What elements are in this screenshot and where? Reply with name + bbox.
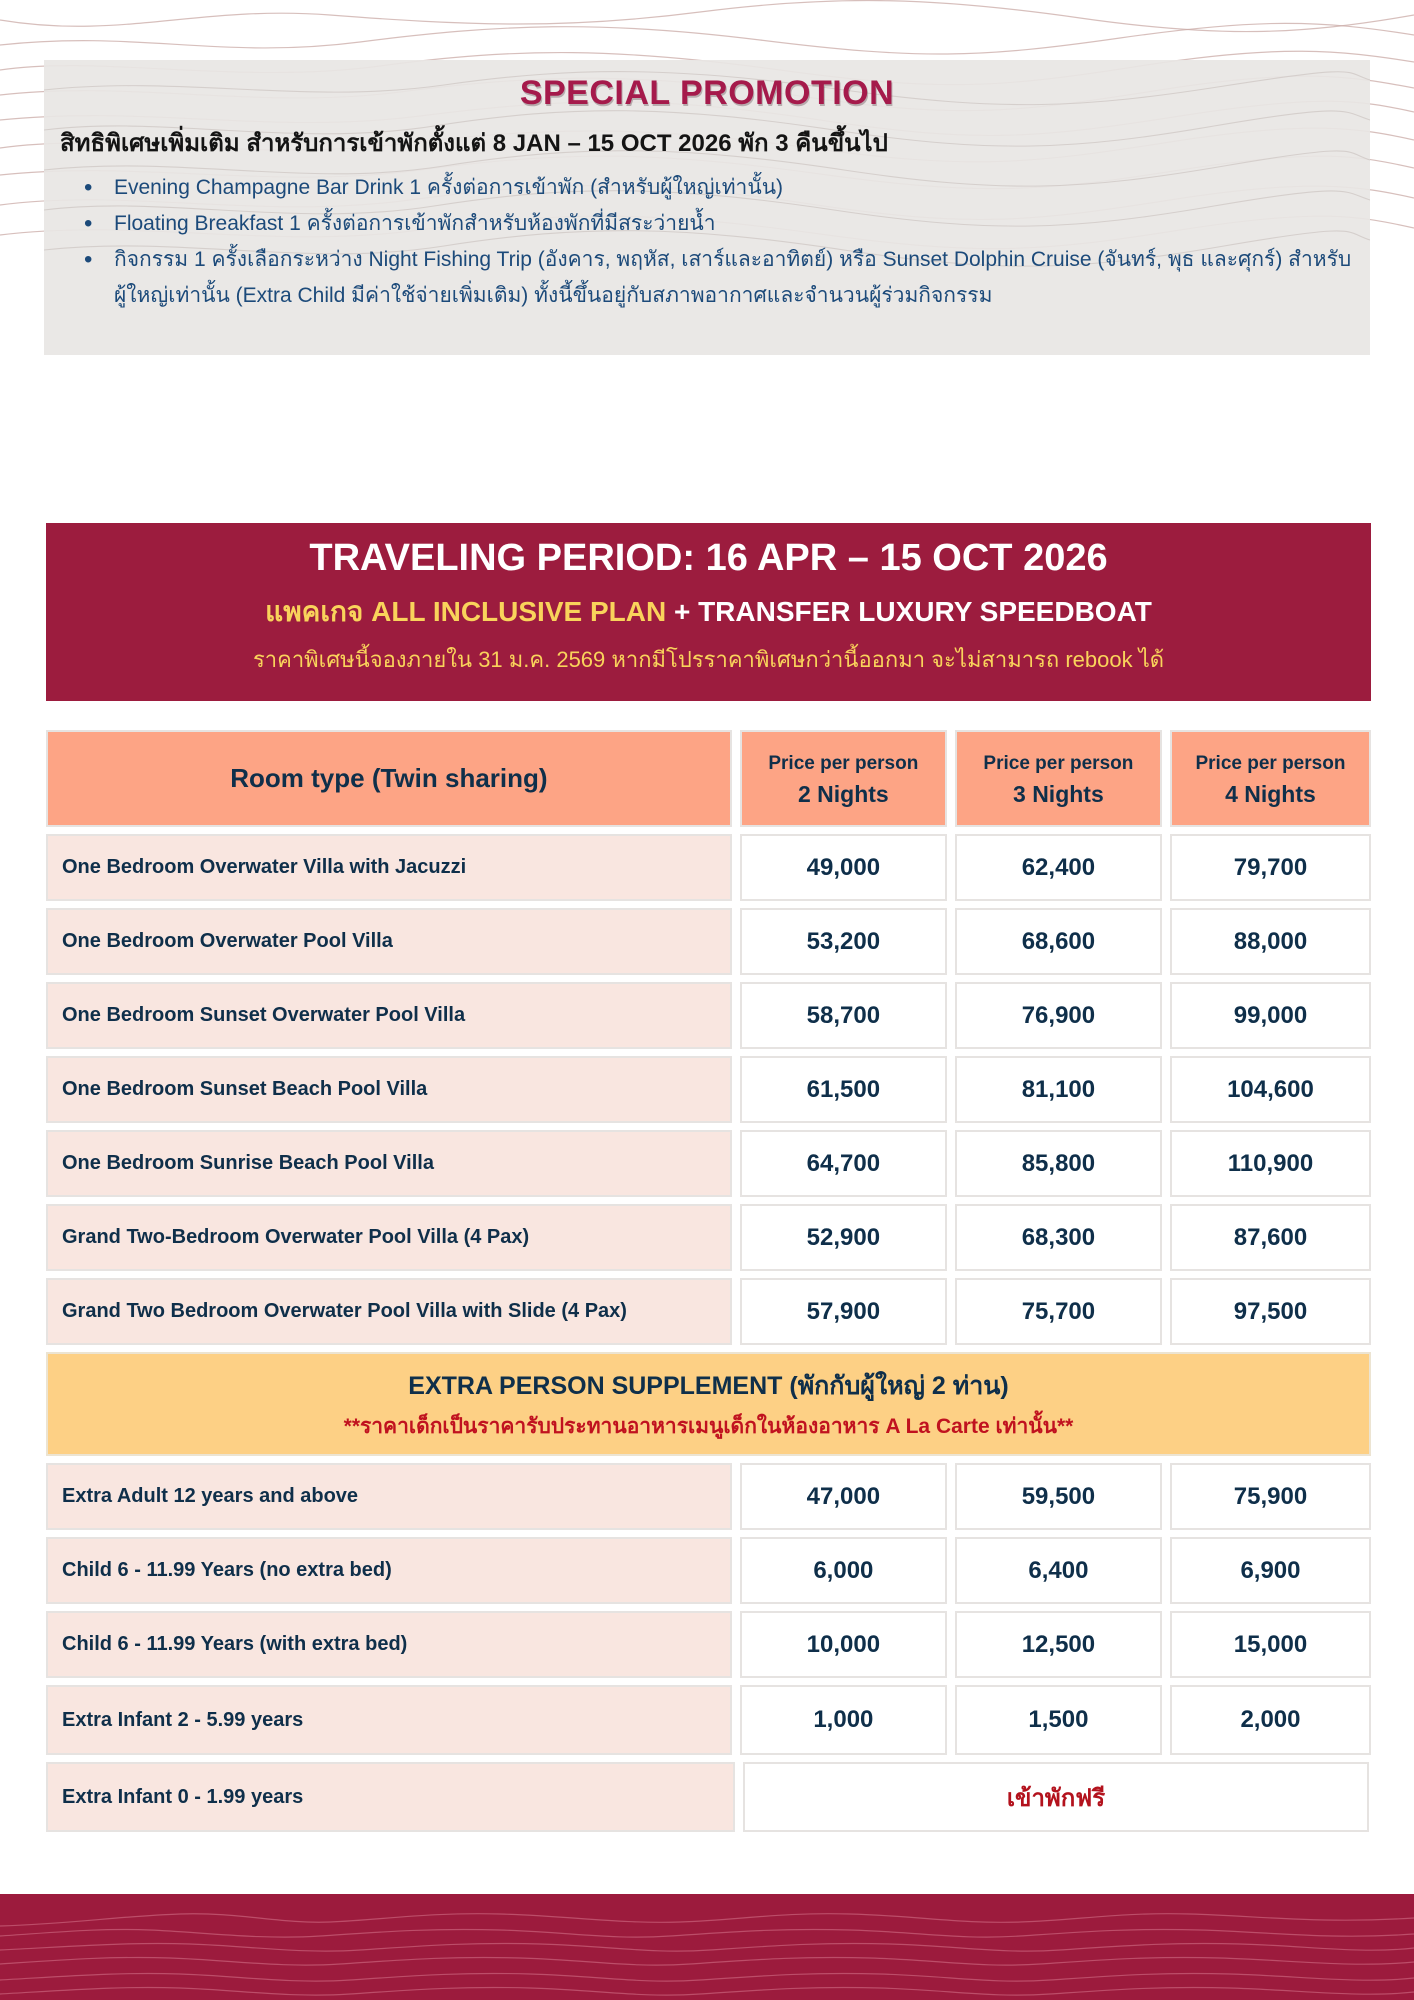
price-4-nights: 88,000 bbox=[1170, 908, 1371, 975]
price-4-nights: 75,900 bbox=[1170, 1463, 1371, 1530]
price-4-nights: 6,900 bbox=[1170, 1537, 1371, 1604]
header-price-2-nights bbox=[740, 730, 947, 827]
price-3-nights: 81,100 bbox=[955, 1056, 1162, 1123]
table-row bbox=[46, 1685, 1371, 1755]
price-3-nights: 59,500 bbox=[955, 1463, 1162, 1530]
extra-person-supplement-header bbox=[46, 1352, 1371, 1456]
price-3-nights: 62,400 bbox=[955, 834, 1162, 901]
price-2-nights: 6,000 bbox=[740, 1537, 947, 1604]
price-3-nights: 75,700 bbox=[955, 1278, 1162, 1345]
header-room-type: Room type (Twin sharing) bbox=[46, 730, 732, 827]
room-name: Grand Two Bedroom Overwater Pool Villa with Slide (4 Pax) bbox=[46, 1278, 732, 1345]
table-row bbox=[46, 1278, 1371, 1345]
header-price-4-nights bbox=[1170, 730, 1371, 827]
table-row bbox=[46, 834, 1371, 901]
footer-band bbox=[0, 1894, 1414, 2000]
price-2-nights: 1,000 bbox=[740, 1685, 947, 1755]
booking-condition-note: ราคาพิเศษนี้จองภายใน 31 ม.ค. 2569 หากมีโปรราคาพิเศษกว่านี้ออกมา จะไม่สามารถ rebook ได้ bbox=[252, 647, 1165, 672]
promotion-subtitle: สิทธิพิเศษเพิ่มเติม สำหรับการเข้าพักตั้งแต่ 8 JAN – 15 OCT 2026 พัก 3 คืนขึ้นไป bbox=[60, 130, 888, 157]
price-3-nights: 12,500 bbox=[955, 1611, 1162, 1678]
room-name: One Bedroom Sunset Beach Pool Villa bbox=[46, 1056, 732, 1123]
room-name: One Bedroom Sunrise Beach Pool Villa bbox=[46, 1130, 732, 1197]
extra-person-type: Child 6 - 11.99 Years (with extra bed) bbox=[46, 1611, 732, 1678]
header-price-label: Price per person bbox=[1195, 752, 1346, 774]
supplement-title: EXTRA PERSON SUPPLEMENT (พักกับผู้ใหญ่ 2 ท่าน) bbox=[408, 1371, 1009, 1400]
package-plan-highlight: แพคเกจ ALL INCLUSIVE PLAN bbox=[265, 596, 667, 627]
promotion-title: SPECIAL PROMOTION bbox=[519, 74, 895, 112]
table-row bbox=[46, 1056, 1371, 1123]
price-2-nights: 61,500 bbox=[740, 1056, 947, 1123]
price-4-nights: 15,000 bbox=[1170, 1611, 1371, 1678]
table-row bbox=[46, 1204, 1371, 1271]
promotion-benefit-item: • Evening Champagne Bar Drink 1 ครั้งต่อการเข้าพัก (สำหรับผู้ใหญ่เท่านั้น) bbox=[84, 170, 1370, 206]
price-4-nights: 99,000 bbox=[1170, 982, 1371, 1049]
extra-person-type: Extra Infant 2 - 5.99 years bbox=[46, 1685, 732, 1755]
price-2-nights: 52,900 bbox=[740, 1204, 947, 1271]
promotion-benefits-list bbox=[84, 170, 1370, 314]
extra-person-type: Extra Infant 0 - 1.99 years bbox=[46, 1762, 735, 1832]
price-2-nights: 10,000 bbox=[740, 1611, 947, 1678]
price-3-nights: 1,500 bbox=[955, 1685, 1162, 1755]
price-3-nights: 68,300 bbox=[955, 1204, 1162, 1271]
header-price-label: Price per person bbox=[983, 752, 1134, 774]
price-2-nights: 49,000 bbox=[740, 834, 947, 901]
price-4-nights: 104,600 bbox=[1170, 1056, 1371, 1123]
wave-pattern-footer bbox=[0, 1894, 1414, 2000]
price-2-nights: 57,900 bbox=[740, 1278, 947, 1345]
promotion-benefit-item: • กิจกรรม 1 ครั้งเลือกระหว่าง Night Fishing Trip (อังคาร, พฤหัส, เสาร์และอาทิตย์) หรือ Sunset Dolphin Cruise (จันทร์, พุธ และศุกร์) สำหรับผู้ใหญ่เท่านั้น (Extra Child มีค่าใช้จ่ายเพิ่มเติม) ทั้งนี้ขึ้นอยู่กับสภาพอากาศและจำนวนผู้ร่วมกิจกรรม bbox=[84, 242, 1370, 314]
room-name: One Bedroom Overwater Villa with Jacuzzi bbox=[46, 834, 732, 901]
extra-person-type: Child 6 - 11.99 Years (no extra bed) bbox=[46, 1537, 732, 1604]
table-row bbox=[46, 1463, 1371, 1530]
price-table bbox=[46, 730, 1371, 1839]
special-promotion-box bbox=[44, 60, 1370, 355]
extra-person-type: Extra Adult 12 years and above bbox=[46, 1463, 732, 1530]
room-name: Grand Two-Bedroom Overwater Pool Villa (4 Pax) bbox=[46, 1204, 732, 1271]
traveling-period-title: TRAVELING PERIOD: 16 APR – 15 OCT 2026 bbox=[309, 537, 1108, 579]
price-4-nights: 110,900 bbox=[1170, 1130, 1371, 1197]
traveling-period-banner bbox=[46, 523, 1371, 701]
price-3-nights: 85,800 bbox=[955, 1130, 1162, 1197]
table-row bbox=[46, 1537, 1371, 1604]
price-4-nights: 79,700 bbox=[1170, 834, 1371, 901]
price-3-nights: 76,900 bbox=[955, 982, 1162, 1049]
price-2-nights: 53,200 bbox=[740, 908, 947, 975]
table-row bbox=[46, 1130, 1371, 1197]
price-2-nights: 64,700 bbox=[740, 1130, 947, 1197]
free-stay-label: เข้าพักฟรี bbox=[743, 1762, 1369, 1832]
price-2-nights: 58,700 bbox=[740, 982, 947, 1049]
table-row bbox=[46, 1762, 1371, 1832]
header-nights-label: 2 Nights bbox=[797, 780, 889, 807]
package-plan-line bbox=[46, 590, 1371, 634]
promotion-benefit-item: • Floating Breakfast 1 ครั้งต่อการเข้าพักสำหรับห้องพักที่มีสระว่ายน้ำ bbox=[84, 206, 1370, 242]
price-4-nights: 87,600 bbox=[1170, 1204, 1371, 1271]
header-nights-label: 4 Nights bbox=[1225, 780, 1316, 807]
package-plan-transfer: + TRANSFER LUXURY SPEEDBOAT bbox=[666, 596, 1152, 627]
price-3-nights: 68,600 bbox=[955, 908, 1162, 975]
room-name: One Bedroom Sunset Overwater Pool Villa bbox=[46, 982, 732, 1049]
price-4-nights: 2,000 bbox=[1170, 1685, 1371, 1755]
header-nights-label: 3 Nights bbox=[1013, 780, 1104, 807]
price-4-nights: 97,500 bbox=[1170, 1278, 1371, 1345]
table-row bbox=[46, 908, 1371, 975]
price-3-nights: 6,400 bbox=[955, 1537, 1162, 1604]
supplement-note: **ราคาเด็กเป็นราคารับประทานอาหารเมนูเด็กในห้องอาหาร A La Carte เท่านั้น** bbox=[343, 1414, 1074, 1438]
table-header-row bbox=[46, 730, 1371, 827]
table-row bbox=[46, 1611, 1371, 1678]
header-price-3-nights bbox=[955, 730, 1162, 827]
table-row bbox=[46, 982, 1371, 1049]
header-price-label: Price per person bbox=[768, 752, 919, 774]
room-name: One Bedroom Overwater Pool Villa bbox=[46, 908, 732, 975]
price-2-nights: 47,000 bbox=[740, 1463, 947, 1530]
